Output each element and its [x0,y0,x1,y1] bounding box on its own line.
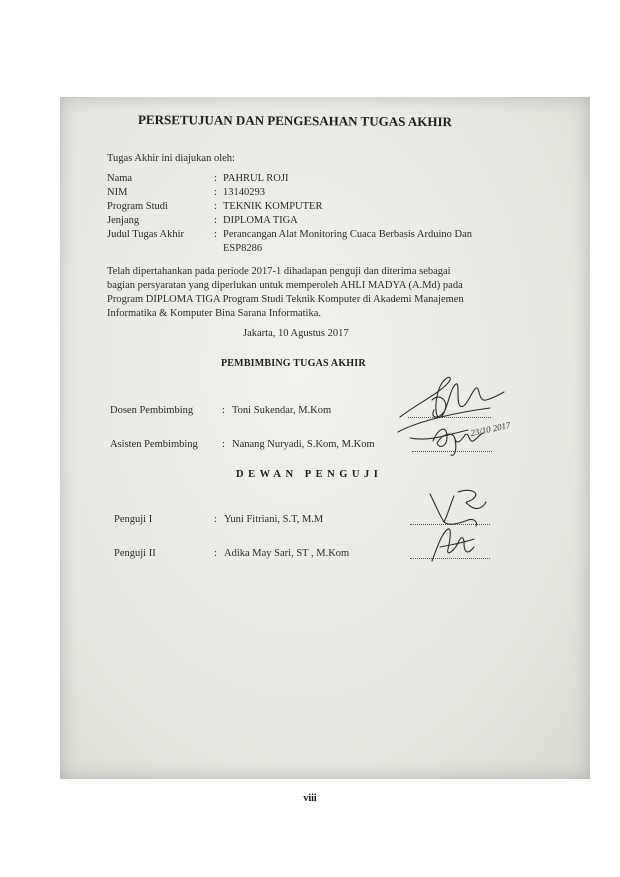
field-value: Perancangan Alat Monitoring Cuaca Berbasis Arduino Dan [223,229,473,240]
advisor-label: Dosen Pembimbing [110,405,194,416]
examiner-name: Adika May Sari, ST , M.Kom [224,548,350,559]
field-value-continued: ESP8286 [223,243,263,254]
paragraph-line: bagian persyaratan yang diperlukan untuk memperoleh AHLI MADYA (A.Md) pada [107,280,463,291]
field-label: Program Studi [107,201,168,212]
page-number: viii [303,793,317,804]
paragraph-line: Informatika & Komputer Bina Sarana Informatika. [107,308,322,319]
date-place: Jakarta, 10 Agustus 2017 [243,328,349,339]
field-label: Nama [107,173,133,184]
advisor-label: Asisten Pembimbing [110,439,198,450]
examiner-separator: : [214,548,217,559]
intro-text: Tugas Akhir ini diajukan oleh: [107,153,235,164]
paragraph-line: Program DIPLOMA TIGA Program Studi Teknik Komputer di Akademi Manajemen [107,294,464,305]
handwritten-date: 23/10 2017 [469,419,512,439]
advisor-name: Nanang Nuryadi, S.Kom, M.Kom [232,439,375,450]
field-separator: : [214,201,217,212]
field-value: DIPLOMA TIGA [223,215,298,226]
advisor-separator: : [222,439,225,450]
approval-paragraph [107,265,502,321]
advisor-separator: : [222,405,225,416]
examiner-separator: : [214,514,217,525]
field-separator: : [214,229,217,240]
field-label: Judul Tugas Akhir [107,229,185,240]
document-title: PERSETUJUAN DAN PENGESAHAN TUGAS AKHIR [137,112,453,130]
advisor-name: Toni Sukendar, M.Kom [232,405,332,416]
field-label: Jenjang [107,215,140,226]
field-separator: : [214,215,217,226]
examiner-label: Penguji II [114,548,156,559]
field-value: TEKNIK KOMPUTER [223,201,323,212]
examiner-label: Penguji I [114,514,153,525]
advisor-heading: PEMBIMBING TUGAS AKHIR [221,358,366,369]
field-value: PAHRUL ROJI [223,173,289,184]
examiner-heading: DEWAN PENGUJI [236,469,383,480]
field-separator: : [214,187,217,198]
paragraph-line: Telah dipertahankan pada periode 2017-1 dihadapan penguji dan diterima sebagai [107,266,451,277]
field-value: 13140293 [223,187,265,198]
examiner-name: Yuni Fitriani, S.T, M.M [224,514,324,525]
examiner-2-signature [424,525,494,570]
field-label: NIM [107,187,128,198]
field-separator: : [214,173,217,184]
